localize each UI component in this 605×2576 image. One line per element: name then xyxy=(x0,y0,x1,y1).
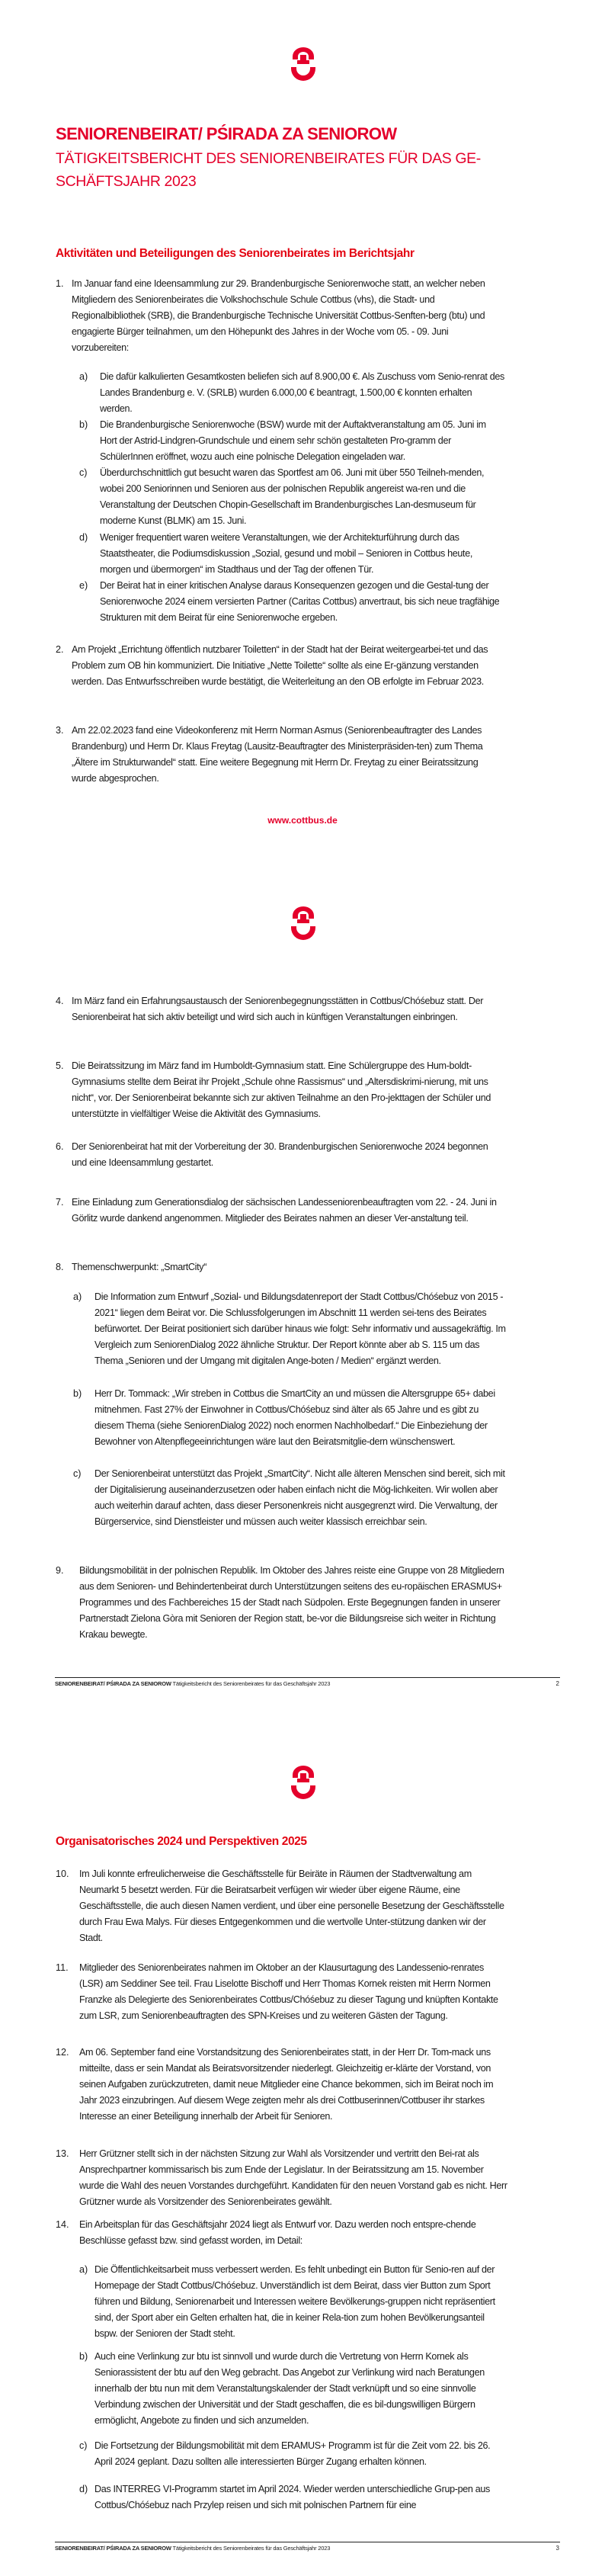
item-number: 2. xyxy=(56,644,64,655)
list-item-13: Herr Grützner stellt sich in der nächsten Sitzung zur Wahl als Vorsitzender und vertritt den Bei-rat als Ansprechpartner kommissarisch bis zum Ende der Legislatur. In der Beiratssitzung am 15. November wurde die Wahl des neuen Vorstandes durchgeführt. Kandidaten für den neuen Vorstand gab es nicht. Herr Grützner wurde als Vorsitzender des Seniorenbeirates gewählt. xyxy=(79,2148,507,2207)
sub-item-number: d) xyxy=(79,532,88,543)
sub-item-number: c) xyxy=(79,467,88,478)
item-number: 9. xyxy=(56,1565,64,1576)
item-number: 7. xyxy=(56,1197,64,1208)
cottbus-logo-icon xyxy=(288,903,319,942)
item-number: 4. xyxy=(56,996,64,1006)
sub-item-8b: Herr Dr. Tommack: „Wir streben in Cottbus die SmartCity an und müssen die Altersgruppe 65+ dabei mitnehmen. Fast 27% der Einwohner in Cottbus/Chóśebuz sind älter als 65 Jahre und es gibt zu diesem Thema (siehe SeniorenDialog 2022) noch enormen Nachholbedarf.“ Die Einbeziehung der Bewohner von Altenpflegeeinrichtungen wäre laut den Beiratsmitglie-dern wünschenswert. xyxy=(94,1388,495,1447)
footer-doc-title: Tätigkeitsbericht des Seniorenbeirates für das Geschäftsjahr 2023 xyxy=(172,1680,331,1687)
sub-item-number: c) xyxy=(79,2440,88,2451)
footer-org: SENIORENBEIRAT/ PŚIRADA ZA SENIOROW xyxy=(55,2545,171,2552)
sub-item-14a: Die Öffentlichkeitsarbeit muss verbessert werden. Es fehlt unbedingt ein Button für Senio-ren auf der Homepage der Stadt Cottbus/Chóśebuz. Unverständlich ist dem Beirat, dass vier Button zum Sport führen und Bildung, Seniorenarbeit und Interessen weitere Bevölkerungs-gruppen nicht repräsentiert sind, der Sport aber ein Gelten erhalten hat, die in keiner Rela-tion zum hohen Bevölkerungsanteil bspw. der Senioren der Stadt steht. xyxy=(94,2264,495,2339)
list-item-6: Der Seniorenbeirat hat mit der Vorbereitung der 30. Brandenburgischen Seniorenwoche 2024 begonnen und eine Ideensammlung gestartet. xyxy=(72,1141,488,1168)
sub-item-number: e) xyxy=(79,580,88,591)
sub-item-14c: Die Fortsetzung der Bildungsmobilität mit dem ERAMUS+ Programm ist für die Zeit vom 22. bis 26. April 2024 geplant. Dazu sollten alle interessierten Bürger Zugang erhalten können. xyxy=(94,2440,491,2467)
list-item-9: Bildungsmobilität in der polnischen Republik. Im Oktober des Jahres reiste eine Gruppe von 28 Mitgliedern aus dem Senioren- und Behindertenbeirat durch Unterstützungen seitens des eu-ropäischen ERASMUS+ Programmes und des Fachbereiches 15 der Stadt nach Südpolen. Erste Begegnungen fanden in unserer Partnerstadt Zielona Gòra mit Senioren der Region statt, be-vor die Bildungsreise sich weiter in Richtung Krakau bewegte. xyxy=(79,1565,504,1640)
sub-item-number: c) xyxy=(73,1468,82,1479)
sub-item-1e: Der Beirat hat in einer kritischen Analyse daraus Konsequenzen gezogen und die Gestal-tung der Seniorenwoche 2024 einem versierten Partner (Caritas Cottbus) anvertraut, bis sich neue tragfähige Strukturen mit dem Beirat für eine Seniorenwoche ergeben. xyxy=(100,580,500,623)
cottbus-logo-icon xyxy=(288,1763,319,1801)
item-number: 13. xyxy=(56,2148,69,2159)
footer-org: SENIORENBEIRAT/ PŚIRADA ZA SENIOROW xyxy=(55,1680,171,1687)
page-number: 3 xyxy=(555,2545,559,2552)
sub-item-number: b) xyxy=(79,419,88,430)
item-number: 3. xyxy=(56,725,64,736)
list-item-11: Mitglieder des Seniorenbeirates nahmen im Oktober an der Klausurtagung des Landessenio-renrates (LSR) am Seddiner See teil. Frau Liselotte Bischoff und Herr Thomas Kornek reisten mit Herrn Normen Franzke als Delegierte des Seniorenbeirates Cottbus/Chóśebuz zu dieser Tagung und knüpften Kontakte zum LSR, zum Seniorenbeauftragten des SPN-Kreises und zu weiteren Gästen der Tagung. xyxy=(79,1962,498,2021)
list-item-2: Am Projekt „Errichtung öffentlich nutzbarer Toiletten“ in der Stadt hat der Beirat weitergearbei-tet und das Problem zum OB hin kommuniziert. Die Initiative „Nette Toilette“ sollte als eine Er-gänzung verstanden werden. Das Entwurfsschreiben wurde bestätigt, die Weiterleitung an den OB erfolgte im Februar 2023. xyxy=(72,644,488,687)
sub-item-8a: Die Information zum Entwurf „Sozial- und Bildungsdatenreport der Stadt Cottbus/Chóśebuz von 2015 - 2021“ liegen dem Beirat vor. Die Schlussfolgerungen im Abschnitt 11 werden sei-tens des Beirates befürwortet. Der Beirat positioniert sich darüber hinaus wie folgt: Sehr informativ und aussagekräftig. Im Vergleich zum SeniorenDialog 2022 ähnliche Struktur. Der Report könnte aber ab S. 115 um das Thema „Senioren und der Umgang mit digitalen Ange-boten / Medien“ ergänzt werden. xyxy=(94,1291,506,1366)
page-footer xyxy=(55,1680,330,1687)
item-number: 5. xyxy=(56,1060,64,1071)
subtitle-line-1: TÄTIGKEITSBERICHT DES SENIORENBEIRATES FÜR DAS GE- xyxy=(56,150,481,167)
website-link[interactable]: www.cottbus.de xyxy=(267,815,338,826)
item-number: 6. xyxy=(56,1141,64,1152)
sub-item-number: a) xyxy=(73,1291,82,1302)
sub-item-number: b) xyxy=(73,1388,82,1399)
sub-item-1a: Die dafür kalkulierten Gesamtkosten beliefen sich auf 8.900,00 €. Als Zuschuss vom Senio-renrat des Landes Brandenburg e. V. (SRLB) wurden 6.000,00 € beantragt, 1.500,00 € konnten erhalten werden. xyxy=(100,371,504,414)
list-item-12: Am 06. September fand eine Vorstandsitzung des Seniorenbeirates statt, in der Herr Dr. Tom-mack uns mitteilte, dass er sein Mandat als Beiratsvorsitzender niederlegt. Gleichzeitig er-klärte der Vorstand, von seinen Aufgaben zurückzutreten, damit neue Mitglieder eine Chance bekommen, sich im Beirat noch im Jahr 2023 einzubringen. Auf diesem Wege zeigten mehr als drei Cottbuserinnen/Cottbuser ihr starkes Interesse an einer Beteiligung innerhalb der Arbeit für Senioren. xyxy=(79,2047,494,2122)
list-item-4: Im März fand ein Erfahrungsaustausch der Seniorenbegegnungsstätten in Cottbus/Chóśebuz statt. Der Seniorenbeirat hat sich aktiv beteiligt und wird sich auch in künftigen Veranstaltungen einbringen. xyxy=(72,996,484,1022)
footer-divider xyxy=(55,1677,560,1678)
document-subtitle xyxy=(56,147,543,193)
page-number: 2 xyxy=(555,1680,559,1687)
cottbus-logo-icon xyxy=(288,44,319,82)
page-footer xyxy=(55,2545,330,2552)
section-heading-activities: Aktivitäten und Beteiligungen des Seniorenbeirates im Berichtsjahr xyxy=(56,247,415,260)
item-number: 14. xyxy=(56,2219,69,2230)
sub-item-1c: Überdurchschnittlich gut besucht waren das Sportfest am 06. Juni mit über 550 Teilneh-menden, wobei 200 Seniorinnen und Senioren aus der polnischen Republik angereist wa-ren und die Veranstaltung der Deutschen Chopin-Gesellschaft im Brandenburgisches Lan-desmuseum für moderne Kunst (BLMK) am 15. Juni. xyxy=(100,467,485,526)
document-title: SENIORENBEIRAT/ PŚIRADA ZA SENIOROW xyxy=(56,124,397,143)
sub-item-1d: Weniger frequentiert waren weitere Veranstaltungen, wie der Architekturführung durch das Staatstheater, die Podiumsdiskussion „Sozial, gesund und mobil – Senioren in Cottbus heute, morgen und übermorgen“ im Stadthaus und der Tag der offenen Tür. xyxy=(100,532,473,575)
sub-item-number: b) xyxy=(79,2351,88,2362)
list-item-8: Themenschwerpunkt: „SmartCity“ xyxy=(72,1262,207,1272)
sub-item-number: a) xyxy=(79,2264,88,2275)
sub-item-14b: Auch eine Verlinkung zur btu ist sinnvoll und wurde durch die Vertretung von Herrn Kornek als Seniorassistent der btu auf den Weg gebracht. Das Angebot zur Verlinkung wird nach Beratungen innerhalb der btu nun mit dem Veranstaltungskalender der Stadt verknüpft und so eine sinnvolle Verbindung zwischen der Universität und der Stadt geschaffen, die es bil-dungswilligen Bürgern ermöglicht, Angebote zu finden und sich anzumelden. xyxy=(94,2351,485,2426)
item-number: 10. xyxy=(56,1869,69,1879)
list-item-3: Am 22.02.2023 fand eine Videokonferenz mit Herrn Norman Asmus (Seniorenbeauftragter des Landes Brandenburg) und Herrn Dr. Klaus Freytag (Lausitz-Beauftragter des Ministerpräsiden-ten) zum Thema „Ältere im Strukturwandel“ statt. Eine weitere Begegnung mit Herrn Dr. Freytag zu einer Beiratssitzung wurde abgesprochen. xyxy=(72,725,483,784)
item-number: 11. xyxy=(56,1962,69,1973)
list-item-5: Die Beiratssitzung im März fand im Humboldt-Gymnasium statt. Eine Schülergruppe des Hum-boldt-Gymnasiums stellte dem Beirat ihr Projekt „Schule ohne Rassismus“ und „Altersdiskrimi-nierung, mit uns nicht“, vor. Der Seniorenbeirat bekannte sich zur aktiven Teilnahme an den Pro-jekttagen der Schüler und unterstützte in vielfältiger Weise die Aktivität des Gymnasiums. xyxy=(72,1060,491,1119)
item-number: 12. xyxy=(56,2047,69,2058)
list-item-7: Eine Einladung zum Generationsdialog der sächsischen Landesseniorenbeauftragten vom 22. - 24. Juni in Görlitz wurde dankend angenommen. Mitglieder des Beirates nahmen an dieser Ver-anstaltung teil. xyxy=(72,1197,497,1224)
sub-item-number: a) xyxy=(79,371,88,382)
sub-item-14d: Das INTERREG VI-Programm startet im April 2024. Wieder werden unterschiedliche Grup-pen aus Cottbus/Chóśebuz nach Przylep reisen und sich mit polnischen Partnern für eine xyxy=(94,2484,490,2510)
sub-item-8c: Der Seniorenbeirat unterstützt das Projekt „SmartCity“. Nicht alle älteren Menschen sind bereit, sich mit der Digitalisierung auseinanderzusetzen oder haben einfach nicht die Mög-lichkeiten. Wir wollen aber auch weiterhin darauf achten, dass dieser Personenkreis nicht ausgegrenzt wird. Die Verwaltung, der Bürgerservice, sind Dienstleister und müssen auch weiter klassisch erreichbar sein. xyxy=(94,1468,505,1527)
sub-item-1b: Die Brandenburgische Seniorenwoche (BSW) wurde mit der Auftaktveranstaltung am 05. Juni im Hort der Astrid-Lindgren-Grundschule und einem sehr schön gestalteten Pro-gramm der SchülerInnen eröffnet, wozu auch eine polnische Delegation eingeladen war. xyxy=(100,419,486,462)
list-item-10: Im Juli konnte erfreulicherweise die Geschäftsstelle für Beiräte in Räumen der Stadtverwaltung am Neumarkt 5 besetzt werden. Für die Beiratsarbeit verfügen wir wieder über eigene Räume, eine Geschäftsstelle, die auch diesen Namen verdient, und über eine personelle Besetzung der Geschäftsstelle durch Frau Ewa Malys. Für dieses Entgegenkommen und die wertvolle Unter-stützung danken wir der Stadt. xyxy=(79,1869,504,1943)
section-heading-organisation: Organisatorisches 2024 und Perspektiven 2025 xyxy=(56,1835,307,1848)
list-item-1: Im Januar fand eine Ideensammlung zur 29. Brandenburgische Seniorenwoche statt, an welcher neben Mitgliedern des Seniorenbeirates die Volkshochschule Schule Cottbus (vhs), die Stadt- und Regionalbibliothek (SRB), die Brandenburgische Technische Universität Cottbus-Senften-berg (btu) und engagierte Bürger teilnahmen, um den Höhepunkt des Jahres in der Woche vom 05. - 09. Juni vorzubereiten: xyxy=(72,278,485,353)
list-item-14: Ein Arbeitsplan für das Geschäftsjahr 2024 liegt als Entwurf vor. Dazu werden noch entspre-chende Beschlüsse gefasst bzw. sind gefasst worden, im Detail: xyxy=(79,2219,476,2246)
sub-item-number: d) xyxy=(79,2484,88,2494)
item-number: 1. xyxy=(56,278,64,289)
item-number: 8. xyxy=(56,1262,64,1272)
footer-doc-title: Tätigkeitsbericht des Seniorenbeirates für das Geschäftsjahr 2023 xyxy=(172,2545,331,2552)
subtitle-line-2: SCHÄFTSJAHR 2023 xyxy=(56,173,197,190)
